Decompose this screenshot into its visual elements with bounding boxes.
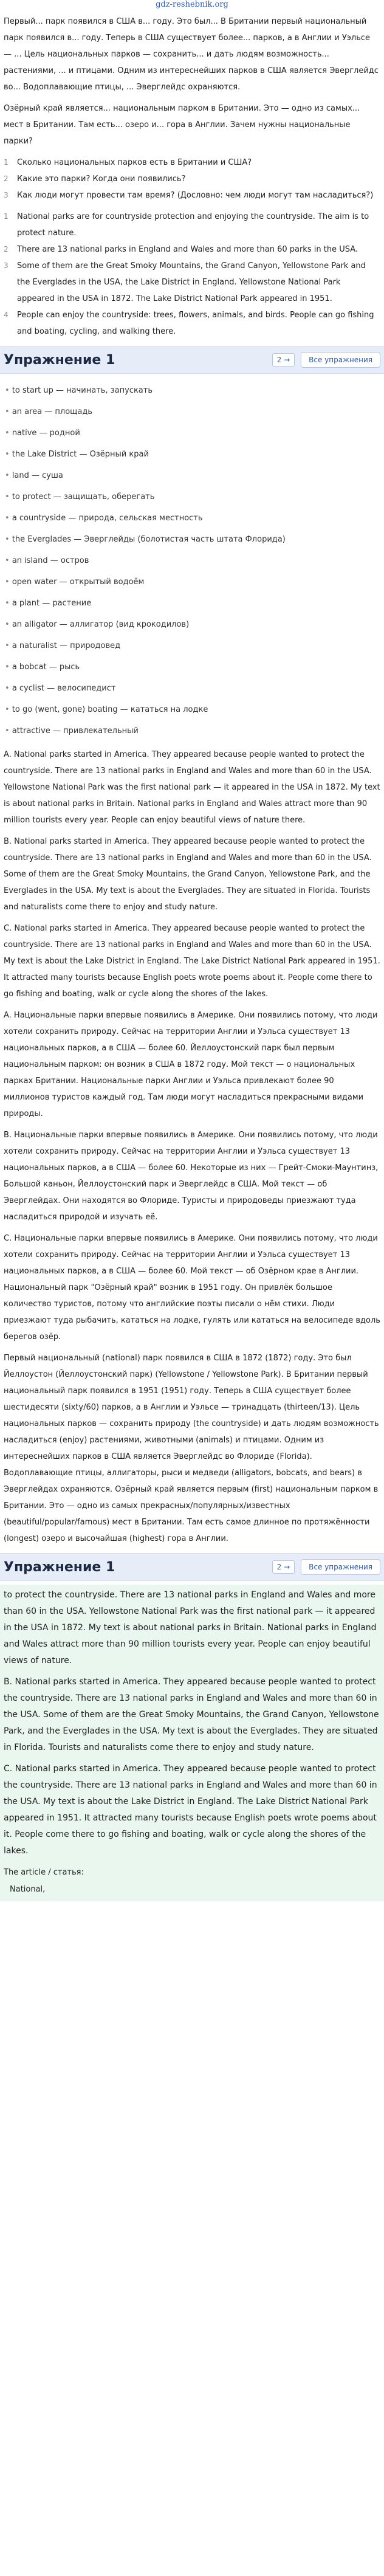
list-item: • native — родной: [5, 422, 379, 444]
list-item: • an alligator — аллигатор (вид крокодилов): [5, 614, 379, 635]
text-b-en: B. National parks started in America. They appeared because people wanted to protect the countryside. There are 13 national parks in England and Wales and more than 60 in the USA. Some of them are the Great Smoky Mountains, the Grand Canyon, Yellowstone Park, and the Everglades in the USA. My text is about the Everglades. They are situated in Florida. Tourists and naturalists come there to enjoy and study nature.: [4, 837, 372, 912]
list-item: • a countryside — природа, сельская местность: [5, 508, 379, 529]
list-item: • land — суша: [5, 465, 379, 486]
list-item: 2 There are 13 national parks in England and Wales and more than 60 parks in the USA.: [4, 245, 358, 254]
list-item: 4 People can enjoy the countryside: trees, flowers, animals, and birds. People can go fishing and boating, cycling, and walking there.: [4, 311, 374, 336]
text-a-en: A. National parks started in America. They appeared because people wanted to protect the countryside. There are 13 national parks in England and Wales and more than 60 in the USA. Yellowstone National Park was the first national park — it appeared in the USA in 1872. My text is about national parks in Britain. National parks in England and Wales attract more than 90 million tourists every year. People can enjoy beautiful views of nature there.: [4, 750, 380, 825]
list-item: National,: [10, 1885, 46, 1894]
exercise-nav: [272, 352, 380, 368]
list-item: • open water — открытый водоём: [5, 571, 379, 593]
exercise-header: [0, 346, 384, 374]
answer-paragraph-a: to protect the countryside. There are 13 national parks in England and Wales and more than 60 in the USA. Yellowstone National Park was the first national park — it appeared in the USA in 1872. My text is about national parks in Britain. National parks in England and Wales attract more than 90 million tourists every year. People can enjoy beautiful views of nature.: [4, 1590, 377, 1665]
text-a-ru: A. Национальные парки впервые появились в Америке. Они появились потому, что люди хотели сохранить природу. Сейчас на территории Англии и Уэльса существует 13 национальных парков, а в США — более 60. Йеллоустонский парк был первым национальным парком: он возник в США в 1872 году. Мой текст — о национальных парках Британии. Национальные парки Англии и Уэльса привлекают более 90 миллионов туристов каждый год. Там люди могут насладиться прекрасными видами природы.: [4, 1011, 378, 1118]
text-b-ru: B. Национальные парки впервые появились в Америке. Они появились потому, что люди хотели сохранить природу. Сейчас на территории Англии и Уэльса существует 13 национальных парков, а в США — более 60. Некоторые из них — Грейт-Смоки-Маунтинз, Большой каньон, Йеллоустонский парк и Эверглейдс в США. Мой текст — об Эверглейдах. Они находятся во Флориде. Туристы и природоведы приезжают туда насладиться природой и изучать её.: [4, 1131, 379, 1222]
answers-list: [0, 206, 384, 342]
article-label: The article / статья:: [4, 1868, 84, 1877]
answer-paragraph-c: C. National parks started in America. They appeared because people wanted to protect the countryside. There are 13 national parks in England and Wales and more than 60 in the USA. My text is about the Lake District in England. The Lake District National Park appeared in 1951. It attracted many tourists because English poets wrote poems about it. People come there to go fishing and boating, walk or cycle along the shores of the lakes.: [4, 1764, 377, 1856]
intro-paragraph-1: Первый... парк появился в США в... году. Это был... В Британии первый национальный парк появился в... году. Теперь в США существует более... парков, а в Англии и Уэльсе — ... Цель национальных парков — сохранить... и дать людям возможность... растениями, ... и птицами. Одним из интереснейших парков в США является Эверглейдс во... Водоплавающие птицы, ... Эверглейдс охраняются.: [4, 17, 379, 92]
exercise-title-2: Упражнение 1: [4, 1559, 115, 1575]
exercise-header-2: [0, 1553, 384, 1581]
list-item: 1 National parks are for countryside protection and enjoying the countryside. The aim is to protect nature.: [4, 212, 369, 238]
list-item: • to start up — начинать, запускать: [5, 380, 379, 401]
list-item: • an area — площадь: [5, 401, 379, 422]
intro-paragraph-2: Озёрный край является... национальным парком в Британии. Это — одно из самых... мест в Британии. Там есть... озеро и... гора в Англии. Зачем нужны национальные парки?: [4, 104, 360, 146]
list-item: 2 Какие это парки? Когда они появились?: [4, 174, 186, 184]
list-item: • a naturalist — природовед: [5, 635, 379, 656]
list-item: • a plant — растение: [5, 593, 379, 614]
site-logo[interactable]: gdz-reshebnik.org: [156, 0, 228, 9]
list-item: • attractive — привлекательный: [5, 720, 379, 742]
list-item: 3 Как люди могут провести там время? (Дословно: чем люди могут там насладиться?): [4, 191, 374, 200]
list-item: • to go (went, gone) boating — кататься на лодке: [5, 699, 379, 720]
summary-ru: Первый национальный (national) парк появился в США в 1872 (1872) году. Это был Йеллоустон (Йеллоустонский парк) (Yellowstone / Yellowstone Park). В Британии первый национальный парк появился в 1951 (1951) году. Теперь в США существует более шестидесяти (sixty/60) парков, а в Англии и Уэльсе — тринадцать (thirteen/13). Цель национальных парков — сохранить природу (the countryside) и дать людям возможность насладиться (enjoy) растениями, животными (animals) и птицами. Одним из интереснейших парков в США является Эверглейдс во Флориде (Florida). Водоплавающие птицы, аллигаторы, рыси и медведи (alligators, bobcats, and bears) в Эверглейдах охраняются. Озёрный край является первым (first) национальным парком в Британии. Это — одно из самых прекрасных/популярных/известных (beautiful/popular/famous) мест в Британии. Там есть самое длинное по протяжённости (longest) озеро и высочайшая (highest) гора в Англии.: [4, 1354, 379, 1543]
all-exercises-button[interactable]: Все упражнения: [301, 352, 380, 368]
list-item: • the Lake District — Озёрный край: [5, 444, 379, 465]
exercise-title: Упражнение 1: [4, 352, 115, 368]
all-exercises-button-2[interactable]: Все упражнения: [301, 1559, 380, 1575]
text-c-en: C. National parks started in America. They appeared because people wanted to protect the countryside. There are 13 national parks in England and Wales and more than 60 in the USA. My text is about the Lake District in England. The Lake District National Park appeared in 1951. It attracted many tourists because English poets wrote poems about it. People come there to go fishing and boating, walk or cycle along the shores of the lakes.: [4, 924, 380, 999]
site-header: [0, 0, 384, 11]
exercise-nav-2: [272, 1559, 380, 1575]
next-page-button-2[interactable]: 2 →: [272, 1560, 295, 1574]
answer-block: [0, 1585, 384, 1901]
text-c-ru: C. Национальные парки впервые появились в Америке. Они появились потому, что люди хотели сохранить природу. Сейчас на территории Англии и Уэльса существует 13 национальных парков, а в США — более 60. Мой текст — об Озёрном крае в Англии. Национальный парк "Озёрный край" возник в 1951 году. Он привлёк большое количество туристов, потому что английские поэты писали о нём стихи. Люди приезжают туда рыбачить, кататься на лодке, гулять или кататься на велосипеде вдоль берегов озёр.: [4, 1234, 380, 1341]
list-item: • a bobcat — рысь: [5, 656, 379, 678]
list-item: 1 Сколько национальных парков есть в Британии и США?: [4, 158, 252, 167]
questions-list: [0, 152, 384, 206]
list-item: 3 Some of them are the Great Smoky Mountains, the Grand Canyon, Yellowstone Park and the Everglades in the USA, the Lake District in England. Yellowstone National Park appeared in the USA in 1872. The Lake District National Park appeared in 1951.: [4, 261, 366, 303]
list-item: • an island — остров: [5, 550, 379, 571]
vocabulary-list: [0, 377, 384, 744]
list-item: • a cyclist — велосипедист: [5, 678, 379, 699]
list-item: • to protect — защищать, оберегать: [5, 486, 379, 508]
next-page-button[interactable]: 2 →: [272, 353, 295, 367]
answer-paragraph-b: B. National parks started in America. They appeared because people wanted to protect the countryside. There are 13 national parks in England and Wales and more than 60 in the USA. Some of them are the Great Smoky Mountains, the Grand Canyon, Yellowstone Park, and the Everglades in the USA. My text is about the Everglades. They are situated in Florida. Tourists and naturalists come there to enjoy and study nature.: [4, 1677, 379, 1752]
list-item: • the Everglades — Эверглейды (болотистая часть штата Флорида): [5, 529, 379, 550]
